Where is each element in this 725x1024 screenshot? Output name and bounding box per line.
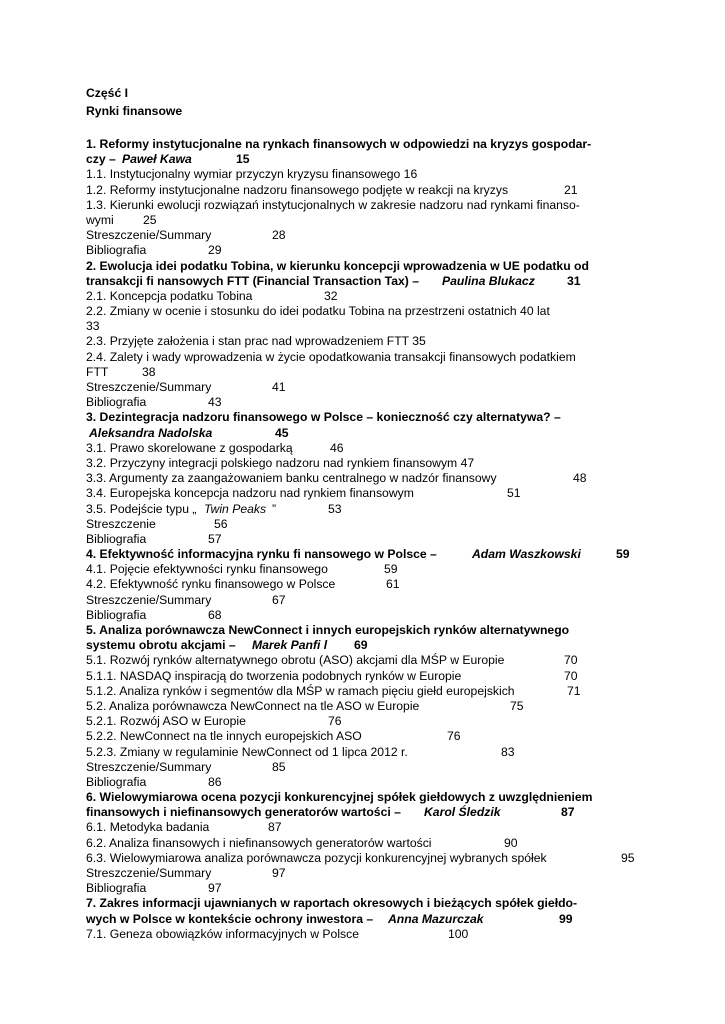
toc-text: 2.1. Koncepcja podatku Tobina (86, 288, 253, 303)
toc-chapter-line (86, 426, 646, 441)
toc-entry-line (86, 380, 646, 395)
toc-page-number: 70 (564, 653, 578, 668)
toc-entry-line (86, 532, 646, 547)
toc-entry-line (86, 775, 646, 790)
toc-page-number: 48 (573, 471, 587, 486)
toc-text: 5.2.2. NewConnect na tle innych europejskich ASO (86, 729, 362, 744)
toc-entry-line (86, 836, 646, 851)
part-title: Rynki finansowe (86, 104, 183, 118)
toc-page-number: 71 (567, 683, 581, 698)
toc-text: FTT (86, 364, 109, 379)
toc-page-number: 59 (384, 562, 398, 577)
toc-text: Bibliografia (86, 531, 147, 546)
toc-page-number: 76 (447, 729, 461, 744)
toc-text: transakcji fi nansowych FTT (Financial Transaction Tax) – (86, 273, 419, 288)
toc-entry-line (86, 881, 646, 896)
toc-text: Streszczenie/Summary (86, 228, 212, 243)
toc-page-number: 51 (507, 486, 521, 501)
table-of-contents (86, 137, 646, 942)
toc-text: 3.5. Podejście typu „ (86, 501, 197, 516)
toc-page-number: 45 (275, 425, 289, 440)
toc-entry-line (86, 395, 646, 410)
toc-text: Streszczenie (86, 516, 156, 531)
toc-page-number: 87 (268, 820, 282, 835)
toc-author: Paweł Kawa (122, 152, 192, 167)
toc-chapter-line (86, 790, 646, 805)
toc-text: 5.2.1. Rozwój ASO w Europie (86, 714, 246, 729)
toc-page-number: 59 (616, 547, 630, 562)
toc-text: ” (272, 501, 277, 516)
toc-page-number: 41 (272, 380, 286, 394)
toc-text: Bibliografia (86, 395, 147, 410)
toc-entry-line (86, 319, 646, 334)
toc-text: 1.3. Kierunki ewolucji rozwiązań instytucjonalnych w zakresie nadzoru nad rynkami finanso- (86, 197, 580, 212)
toc-text: Bibliografia (86, 881, 147, 896)
toc-page-number: 68 (208, 607, 222, 622)
toc-text: Bibliografia (86, 774, 147, 789)
toc-entry-line (86, 669, 646, 684)
toc-page-number: 56 (214, 516, 228, 531)
toc-entry-line (86, 760, 646, 775)
toc-chapter-line (86, 410, 646, 425)
toc-text: 2.4. Zalety i wady wprowadzenia w życie opodatkowania transakcji finansowych podatkiem (86, 349, 576, 364)
toc-page-number: 43 (208, 395, 222, 410)
toc-page-number: 38 (142, 364, 156, 379)
toc-entry-line (86, 866, 646, 881)
toc-text: 5. Analiza porównawcza NewConnect i innych europejskich rynków alternatywnego (86, 623, 570, 637)
toc-entry-line (86, 167, 646, 182)
toc-entry-line (86, 517, 646, 532)
toc-text: 4. Efektywność informacyjna rynku fi nansowego w Polsce – (86, 547, 437, 562)
toc-text: 5.1.2. Analiza rynków i segmentów dla MŚP w ramach pięciu giełd europejskich (86, 683, 515, 698)
toc-page-number: 83 (501, 744, 515, 759)
toc-entry-line (86, 471, 646, 486)
toc-page-number: 97 (272, 866, 286, 880)
toc-page-number: 97 (208, 881, 222, 896)
toc-page-number: 99 (559, 911, 573, 926)
toc-entry-line (86, 684, 646, 699)
toc-entry-line (86, 289, 646, 304)
toc-entry-line (86, 243, 646, 258)
toc-entry-line (86, 745, 646, 760)
toc-page-number: 33 (86, 319, 100, 334)
toc-entry-line (86, 562, 646, 577)
toc-text: 5.1. Rozwój rynków alternatywnego obrotu (ASO) akcjami dla MŚP w Europie (86, 653, 505, 668)
toc-entry-line (86, 213, 646, 228)
toc-text: 6.3. Wielowymiarowa analiza porównawcza pozycji konkurencyjnej wybranych spółek (86, 850, 547, 865)
toc-author: Karol Śledzik (424, 805, 501, 820)
toc-text: 4.1. Pojęcie efektywności rynku finansowego (86, 562, 328, 577)
toc-page-number: 32 (324, 288, 338, 303)
toc-author: Marek Panfi l (252, 638, 328, 653)
toc-text: 6.2. Analiza finansowych i niefinansowych generatorów wartości (86, 835, 432, 850)
toc-text: 6.1. Metodyka badania (86, 820, 210, 835)
toc-entry-line (86, 183, 646, 198)
toc-entry-line (86, 699, 646, 714)
toc-page-number: 21 (564, 182, 578, 197)
toc-page-number: 67 (272, 592, 286, 607)
toc-entry-line (86, 729, 646, 744)
toc-entry-line (86, 608, 646, 623)
toc-entry-line (86, 304, 646, 319)
toc-page-number: 61 (386, 577, 400, 592)
toc-text: Streszczenie/Summary (86, 380, 212, 394)
toc-chapter-line (86, 896, 646, 911)
toc-text: 3.1. Prawo skorelowane z gospodarką (86, 440, 293, 455)
toc-text: 3. Dezintegracja nadzoru finansowego w Polsce – konieczność czy alternatywa? – (86, 410, 561, 425)
toc-page-number: 69 (354, 638, 368, 653)
toc-text: 1. Reformy instytucjonalne na rynkach finansowych w odpowiedzi na kryzys gospodar- (86, 137, 592, 151)
toc-text: 2.2. Zmiany w ocenie i stosunku do idei podatku Tobina na przestrzeni ostatnich 40 lat (86, 304, 550, 319)
toc-page-number: 75 (510, 698, 524, 713)
toc-text: Bibliografia (86, 607, 147, 622)
toc-entry-line (86, 577, 646, 592)
toc-page-number: 87 (561, 805, 575, 820)
toc-chapter-line (86, 274, 646, 289)
toc-entry-line (86, 228, 646, 243)
toc-page-number: 15 (236, 152, 250, 167)
toc-text: Streszczenie/Summary (86, 866, 212, 880)
toc-page-number: 28 (272, 228, 286, 243)
toc-author: Aleksandra Nadolska (89, 425, 213, 440)
toc-page-number: 100 (448, 926, 469, 941)
toc-entry-line (86, 365, 646, 380)
toc-page-number: 29 (208, 243, 222, 258)
toc-text: Streszczenie/Summary (86, 592, 212, 607)
toc-chapter-line (86, 638, 646, 653)
toc-text: 7. Zakres informacji ujawnianych w raportach okresowych i bieżących spółek giełdo- (86, 896, 578, 911)
part-number: Część I (86, 86, 129, 100)
toc-chapter-line (86, 912, 646, 927)
toc-text: finansowych i niefinansowych generatorów wartości – (86, 805, 401, 820)
toc-entry-line (86, 653, 646, 668)
toc-text: 1.2. Reformy instytucjonalne nadzoru finansowego podjęte w reakcji na kryzys (86, 182, 509, 197)
toc-entry-line (86, 334, 646, 349)
toc-chapter-line (86, 623, 646, 638)
toc-text: 2.3. Przyjęte założenia i stan prac nad wprowadzeniem FTT 35 (86, 334, 426, 349)
toc-author: Adam Waszkowski (472, 547, 581, 562)
toc-page-number: 70 (564, 668, 578, 683)
toc-entry-line (86, 198, 646, 213)
toc-text: 1.1. Instytucjonalny wymiar przyczyn kryzysu finansowego 16 (86, 167, 418, 182)
toc-text: wymi (86, 212, 114, 227)
toc-page-number: 86 (208, 774, 222, 789)
toc-entry-line (86, 502, 646, 517)
toc-entry-line (86, 441, 646, 456)
toc-page-number: 85 (272, 759, 286, 774)
toc-text: systemu obrotu akcjami – (86, 638, 236, 653)
toc-page-number: 46 (330, 440, 344, 455)
toc-entry-line (86, 593, 646, 608)
toc-chapter-line (86, 547, 646, 562)
toc-author: Paulina Blukacz (442, 273, 535, 288)
toc-text: 3.2. Przyczyny integracji polskiego nadzoru nad rynkiem finansowym 47 (86, 455, 475, 470)
toc-entry-line (86, 486, 646, 501)
toc-page-number: 31 (567, 273, 581, 288)
toc-text: Streszczenie/Summary (86, 759, 212, 774)
toc-page-number: 25 (143, 212, 157, 227)
toc-text: 2. Ewolucja idei podatku Tobina, w kierunku koncepcji wprowadzenia w UE podatku od (86, 258, 589, 273)
toc-text: Bibliografia (86, 243, 147, 258)
toc-chapter-line (86, 259, 646, 274)
toc-entry-line (86, 456, 646, 471)
toc-author: Twin Peaks (204, 501, 267, 516)
toc-text: 7.1. Geneza obowiązków informacyjnych w Polsce (86, 926, 359, 941)
toc-page-number: 90 (504, 835, 518, 850)
toc-entry-line (86, 851, 646, 866)
toc-page-number: 53 (328, 501, 342, 516)
toc-author: Anna Mazurczak (388, 911, 484, 926)
toc-text: wych w Polsce w kontekście ochrony inwestora – (86, 911, 374, 926)
toc-chapter-line (86, 805, 646, 820)
toc-entry-line (86, 820, 646, 835)
toc-entry-line (86, 714, 646, 729)
toc-text: 4.2. Efektywność rynku finansowego w Polsce (86, 577, 336, 592)
toc-entry-line (86, 927, 646, 942)
toc-text: 5.2. Analiza porównawcza NewConnect na tle ASO w Europie (86, 698, 420, 713)
toc-text: 5.1.1. NASDAQ inspiracją do tworzenia podobnych rynków w Europie (86, 668, 462, 683)
part-heading (86, 84, 182, 120)
toc-entry-line (86, 350, 646, 365)
toc-text: 6. Wielowymiarowa ocena pozycji konkurencyjnej spółek giełdowych z uwzględnieniem (86, 790, 593, 805)
toc-page-number: 95 (621, 850, 635, 865)
toc-page-number: 57 (208, 531, 222, 546)
toc-chapter-line (86, 152, 646, 167)
toc-page-number: 76 (328, 714, 342, 729)
toc-text: 5.2.3. Zmiany w regulaminie NewConnect od 1 lipca 2012 r. (86, 744, 408, 759)
toc-chapter-line (86, 137, 646, 152)
toc-text: czy – (86, 152, 116, 167)
toc-text: 3.3. Argumenty za zaangażowaniem banku centralnego w nadzór finansowy (86, 471, 497, 486)
toc-text: 3.4. Europejska koncepcja nadzoru nad rynkiem finansowym (86, 486, 414, 501)
